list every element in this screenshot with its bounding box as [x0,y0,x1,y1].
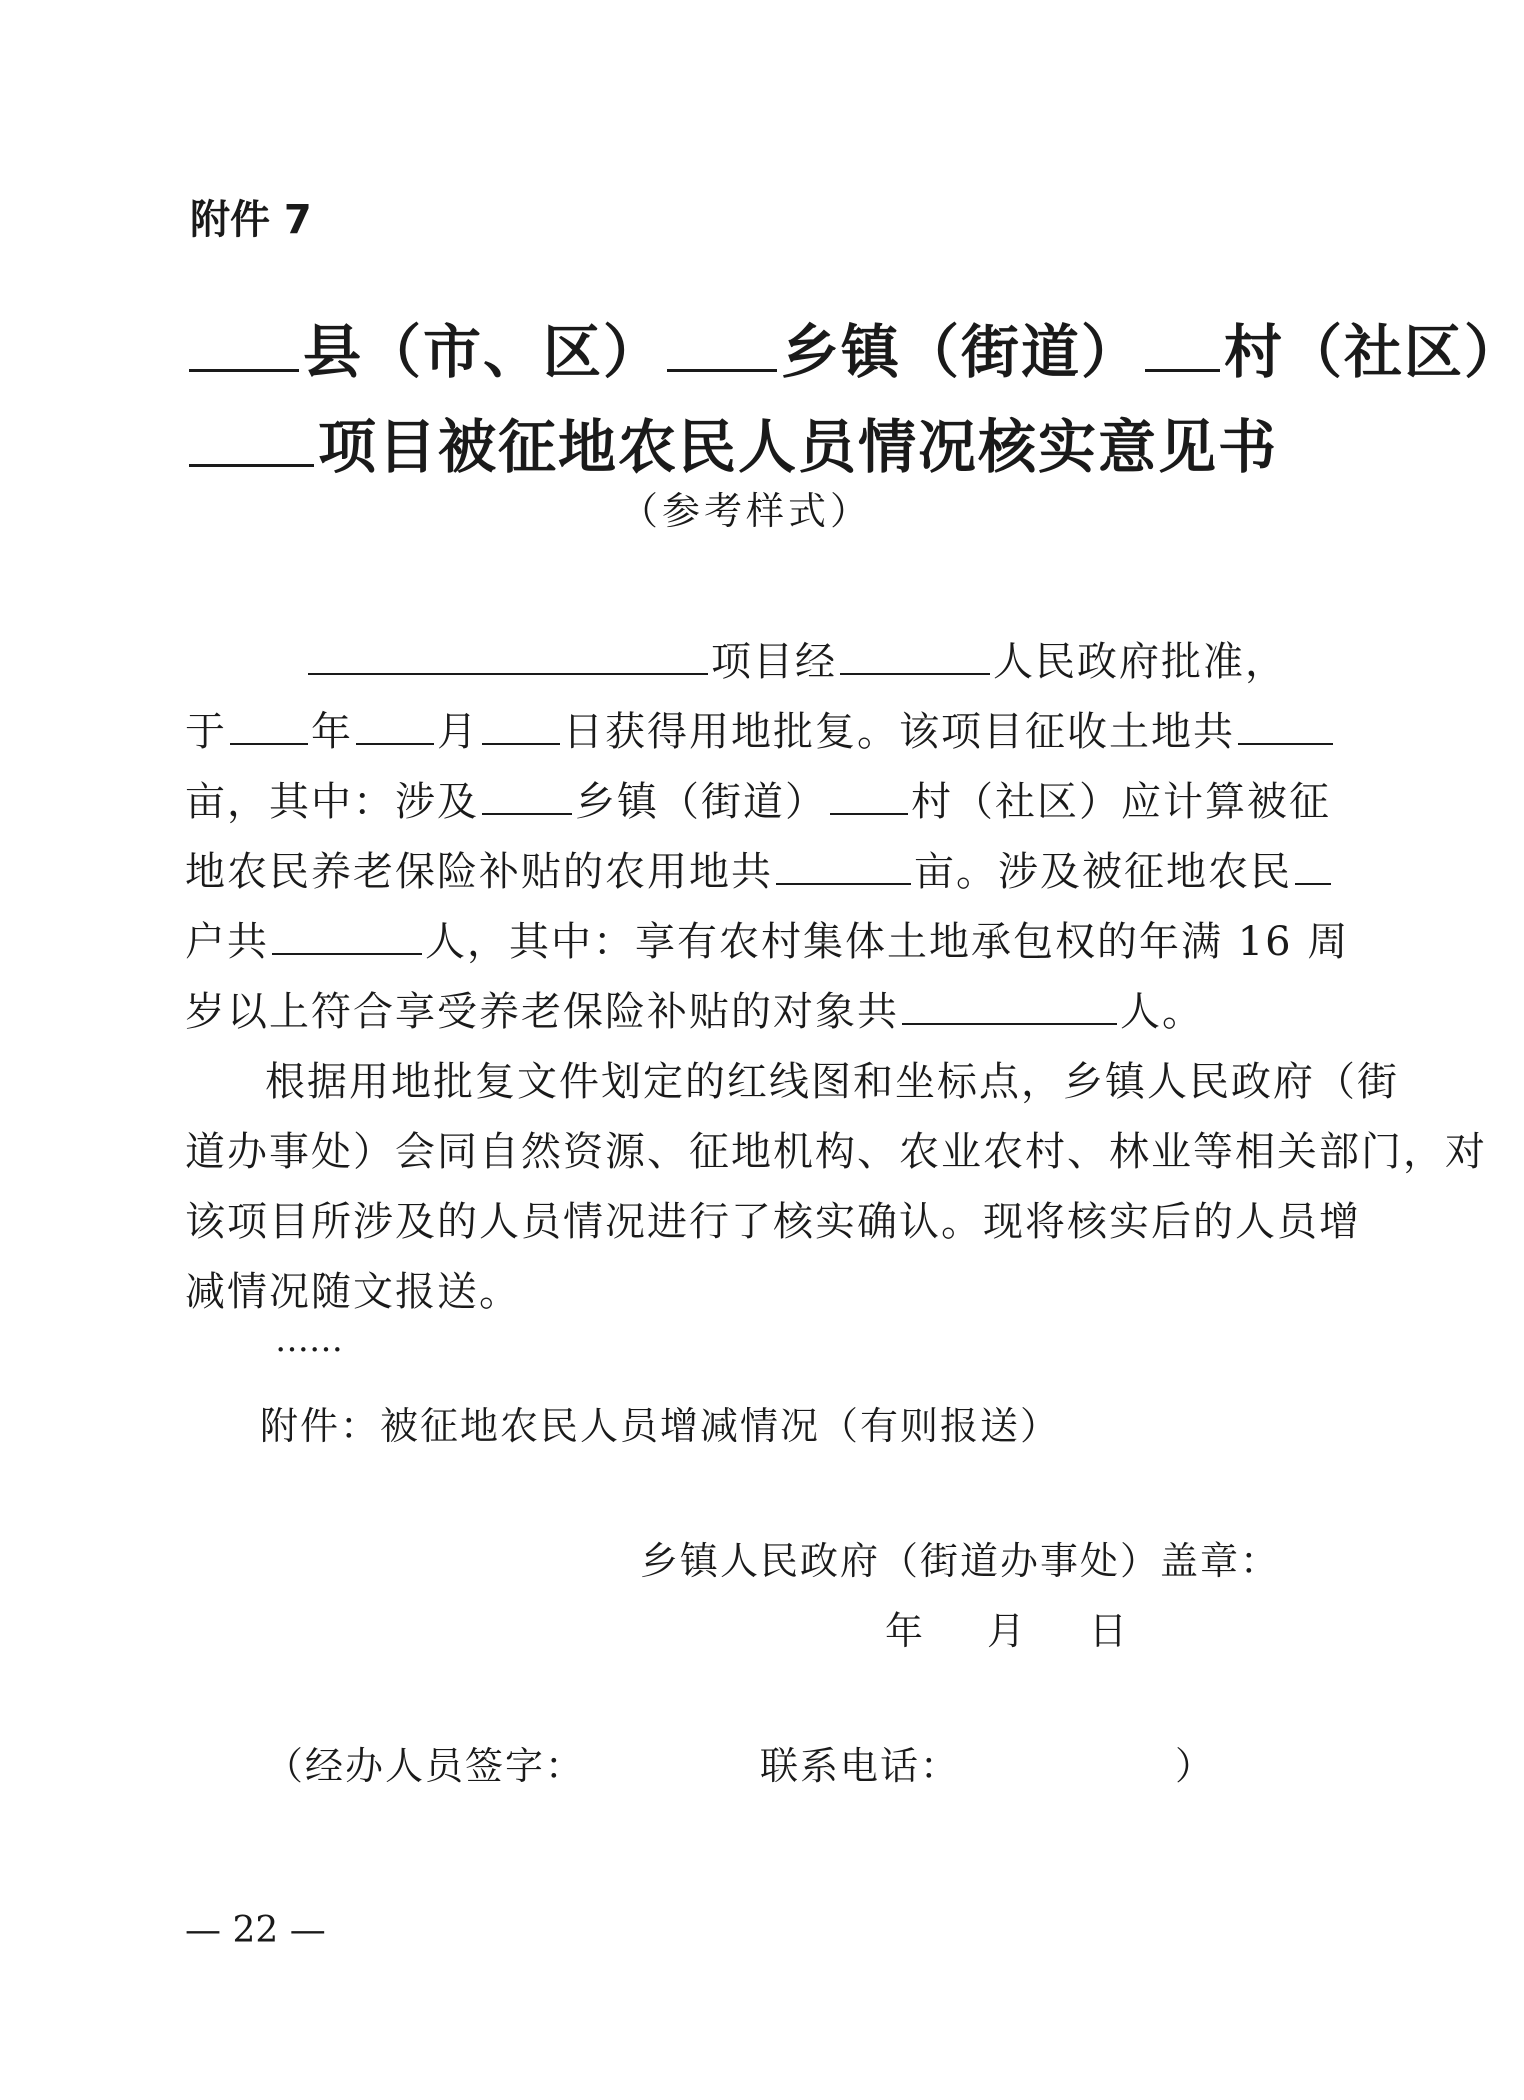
body-line-10: 减情况随文报送。 [185,1269,521,1315]
text: 项目经 [711,639,837,685]
date-month: 月 [987,1609,1026,1653]
body-line-3 [185,770,1331,827]
title-town: 乡镇（街道） [781,318,1142,386]
title-project: 项目被征地农民人员情况核实意见书 [318,413,1279,481]
date-day: 日 [1089,1609,1128,1653]
seal-line: 乡镇人民政府（街道办事处）盖章： [640,1539,1281,1583]
body-line-1 [305,630,1287,687]
text: 人，其中：享有农村集体土地承包权的年满 16 周 [425,919,1350,965]
text: 日获得用地批复。该项目征收土地共 [563,709,1235,755]
text: 月 [437,709,479,755]
text: 亩。涉及被征地农民 [914,849,1292,895]
body-line-4 [185,840,1334,897]
text: 亩，其中：涉及 [185,779,479,825]
body-line-9: 该项目所涉及的人员情况进行了核实确认。现将核实后的人员增 [185,1199,1361,1245]
body-line-2 [185,700,1336,757]
blank-eligible [902,989,1117,1025]
date-line [885,1600,1191,1655]
blank-month [356,709,434,745]
contact-close: ） [1175,1744,1216,1788]
text: 岁以上符合享受养老保险补贴的对象共 [185,989,899,1035]
blank-day [482,709,560,745]
blank-county [189,317,299,372]
attachment-label: 附件 7 [190,197,312,243]
signer-label: （经办人员签字： [265,1744,586,1788]
blank-year [230,709,308,745]
text: 于 [185,709,227,755]
phone-label: 联系电话： [760,1744,961,1788]
text: 人民政府批准， [993,639,1287,685]
blank-total-land [1238,709,1333,745]
body-line-6 [185,980,1204,1037]
subtitle: （参考样式） [620,489,873,533]
blank-project-name [308,639,708,675]
contact-line [265,1735,1215,1790]
ellipsis: …… [275,1320,343,1360]
body-line-5 [185,910,1349,967]
blank-persons [272,919,422,955]
date-year: 年 [885,1609,924,1653]
blank-households [1295,849,1331,885]
attachment-note: 附件：被征地农民人员增减情况（有则报送） [260,1404,1061,1448]
blank-project [189,412,314,467]
text: 乡镇（街道） [575,779,827,825]
title-county: 县（市、区） [303,318,664,386]
blank-government [840,639,990,675]
blank-village [1145,317,1220,372]
doc-title-line-2 [185,400,1278,484]
text: 地农民养老保险补贴的农用地共 [185,849,773,895]
body-line-7: 根据用地批复文件划定的红线图和坐标点，乡镇人民政府（街 [265,1059,1399,1105]
blank-town [482,779,572,815]
page-number: — 22 — [185,1910,326,1951]
blank-village [830,779,908,815]
doc-title-line-1 [185,305,1524,389]
blank-farmland [776,849,911,885]
title-village: 村（社区） [1224,318,1524,386]
text: 户共 [185,919,269,965]
text: 年 [311,709,353,755]
text: 村（社区）应计算被征 [911,779,1331,825]
blank-town [667,317,777,372]
text: 人。 [1120,989,1204,1035]
body-line-8: 道办事处）会同自然资源、征地机构、农业农村、林业等相关部门，对 [185,1129,1487,1175]
